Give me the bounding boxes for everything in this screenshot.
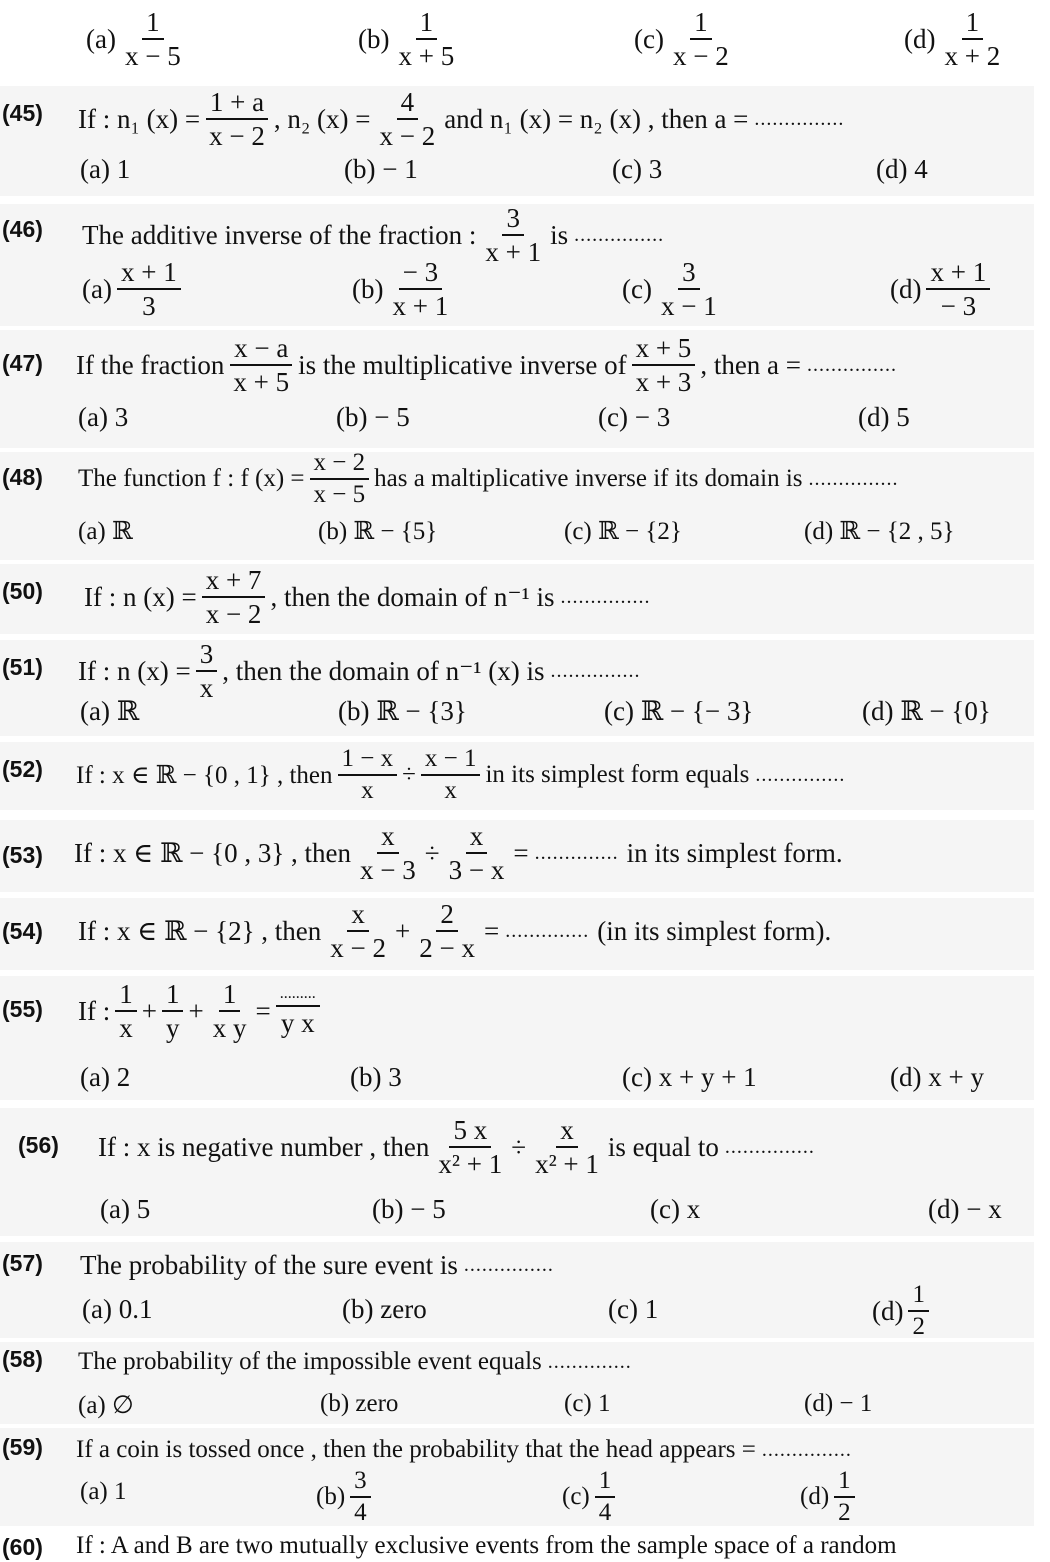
equals-sign: =: [484, 915, 500, 946]
answer-blank[interactable]: ..............: [547, 1350, 632, 1373]
plus-sign: +: [395, 915, 411, 946]
question-number: (55): [2, 996, 43, 1022]
q57-stem: [80, 1250, 554, 1281]
q53-frac1-den: x − 3: [360, 855, 416, 886]
q56-option-c[interactable]: (c) x: [650, 1194, 701, 1224]
q45-frac1-num: 1 + a: [206, 88, 268, 120]
q51-frac-den: x: [199, 673, 214, 704]
q45-frac2-num: 4: [397, 88, 419, 120]
q47-frac1-num: x − a: [230, 334, 292, 366]
q46-a-num: x + 1: [117, 258, 181, 290]
q46-a-den: 3: [142, 291, 156, 322]
q57-d-num: 1: [908, 1282, 929, 1312]
q58-option-b[interactable]: (b) zero: [320, 1390, 399, 1417]
q56-text-1: If : x is negative number , then: [98, 1131, 430, 1162]
q58-text-1: The probability of the impossible event equals: [78, 1348, 542, 1375]
question-number: (52): [2, 756, 43, 782]
q47-option-c[interactable]: (c) − 3: [598, 402, 671, 432]
q54-stem: [78, 900, 831, 963]
q51-text-2: , then the domain of n⁻¹ (x) is: [222, 655, 545, 686]
q50-text-2: , then the domain of n⁻¹ is: [270, 581, 555, 612]
q51-option-c[interactable]: (c) ℝ − {− 3}: [604, 696, 754, 726]
question-number: (45): [2, 100, 43, 126]
question-number: (54): [2, 918, 43, 944]
q46-option-c[interactable]: [622, 258, 726, 321]
equals-sign: =: [513, 837, 529, 868]
q44-d-den: x + 2: [944, 41, 1001, 72]
answer-blank[interactable]: ...............: [807, 353, 898, 376]
q52-text-2: in its simplest form equals: [485, 761, 750, 789]
q44-option-a[interactable]: [86, 8, 190, 71]
question-number: (58): [2, 1346, 43, 1372]
answer-blank[interactable]: ...............: [754, 107, 845, 130]
q46-d-den: − 3: [940, 291, 977, 322]
q44-a-label: (a): [86, 23, 116, 54]
q56-option-b[interactable]: (b) − 5: [372, 1194, 446, 1224]
answer-blank[interactable]: ...............: [574, 223, 665, 246]
question-number: (57): [2, 1250, 43, 1276]
plus-sign: +: [188, 995, 204, 1026]
q54-frac1-den: x − 2: [330, 933, 387, 964]
q60-text-1: If : A and B are two mutually exclusive events from the sample space of a random: [76, 1532, 897, 1559]
q59-stem: [76, 1436, 852, 1464]
q46-b-num: − 3: [399, 258, 442, 290]
q51-option-b[interactable]: (b) ℝ − {3}: [338, 696, 467, 726]
divide-sign: ÷: [402, 761, 416, 789]
q48-frac-num: x − 2: [310, 450, 370, 480]
q46-frac-den: x + 1: [485, 237, 542, 268]
q48-option-c[interactable]: (c) ℝ − {2}: [564, 518, 682, 545]
q53-text-1: If : x ∈ ℝ − {0 , 3} , then: [74, 837, 352, 868]
q54-frac2-den: 2 − x: [419, 933, 475, 964]
answer-blank[interactable]: ..............: [534, 841, 619, 864]
question-number: (51): [2, 654, 43, 680]
q47-option-a[interactable]: (a) 3: [78, 402, 129, 432]
q46-d-label: (d): [890, 273, 922, 304]
q57-option-c[interactable]: (c) 1: [608, 1294, 659, 1324]
q46-c-num: 3: [678, 258, 700, 290]
q55-frac2-den: y: [165, 1013, 180, 1044]
q53-text-2: in its simplest form.: [626, 837, 843, 868]
q59-d-label: (d): [800, 1483, 830, 1511]
question-number: (46): [2, 216, 43, 242]
q46-frac-num: 3: [502, 204, 524, 236]
q50-text-1: If : n (x) =: [84, 581, 197, 612]
answer-blank[interactable]: ...............: [761, 1438, 852, 1461]
q45-text-2: , n₂ (x) =: [273, 103, 371, 134]
q45-option-c[interactable]: (c) 3: [612, 154, 663, 184]
q45-option-d[interactable]: (d) 4: [876, 154, 928, 184]
q52-text-1: If : x ∈ ℝ − {0 , 1} , then: [76, 762, 333, 790]
question-number: (53): [2, 842, 43, 868]
q44-c-label: (c): [634, 23, 664, 54]
q44-d-num: 1: [962, 8, 984, 40]
q50-stem: [84, 566, 651, 629]
q55-frac1-den: x: [119, 1013, 133, 1044]
q57-option-a[interactable]: (a) 0.1: [82, 1294, 153, 1324]
q47-option-b[interactable]: (b) − 5: [336, 402, 410, 432]
q59-c-label: (c): [562, 1483, 590, 1511]
q56-frac2-num: x: [556, 1116, 578, 1148]
q46-text-2: is: [550, 219, 569, 250]
q50-frac-num: x + 7: [202, 566, 266, 598]
q55-frac2-num: 1: [162, 980, 184, 1012]
q57-option-b[interactable]: (b) zero: [342, 1294, 427, 1324]
q46-c-den: x − 1: [660, 291, 717, 322]
q44-a-den: x − 5: [124, 41, 181, 72]
q46-b-label: (b): [352, 273, 384, 304]
q59-b-label: (b): [316, 1483, 346, 1511]
q55-frac3-num: 1: [219, 980, 241, 1012]
answer-blank[interactable]: .........: [276, 986, 320, 1007]
answer-blank[interactable]: ...............: [560, 585, 651, 608]
q52-stem: [76, 746, 845, 805]
q46-b-den: x + 1: [392, 291, 449, 322]
q44-b-den: x + 5: [398, 41, 455, 72]
q59-d-num: 1: [834, 1468, 855, 1498]
q44-a-num: 1: [142, 8, 164, 40]
q48-option-b[interactable]: (b) ℝ − {5}: [318, 518, 438, 545]
q55-option-a[interactable]: (a) 2: [80, 1062, 131, 1092]
q53-frac2-num: x: [466, 822, 488, 854]
q58-stem: [78, 1348, 632, 1376]
answer-blank[interactable]: ...............: [755, 763, 846, 786]
answer-blank[interactable]: ..............: [505, 919, 590, 942]
q45-option-b[interactable]: (b) − 1: [344, 154, 418, 184]
answer-blank[interactable]: ...............: [550, 659, 641, 682]
answer-blank[interactable]: ...............: [463, 1254, 554, 1276]
q46-option-b[interactable]: [352, 258, 457, 321]
q44-b-label: (b): [358, 23, 390, 54]
q59-d-den: 2: [838, 1499, 851, 1527]
q47-stem: [76, 334, 897, 397]
q57-d-label: (d): [872, 1295, 904, 1326]
q51-stem: [78, 640, 641, 703]
q44-option-b[interactable]: [358, 8, 463, 71]
q47-option-d[interactable]: (d) 5: [858, 402, 910, 432]
q47-frac2-den: x + 3: [635, 367, 692, 398]
q48-text-2: has a maltiplicative inverse if its domain is: [374, 465, 803, 493]
q46-c-label: (c): [622, 273, 652, 304]
q44-c-den: x − 2: [672, 41, 729, 72]
q51-frac-num: 3: [196, 640, 218, 672]
divide-sign: ÷: [424, 837, 440, 868]
q55-option-d[interactable]: (d) x + y: [890, 1062, 984, 1092]
q55-frac4-den: y x: [280, 1007, 315, 1038]
q54-frac1-num: x: [347, 900, 369, 932]
question-number: (56): [18, 1132, 59, 1158]
q59-option-b[interactable]: [316, 1468, 376, 1527]
q48-text-1: The function f : f (x) =: [78, 465, 305, 493]
q56-text-2: is equal to: [607, 1131, 719, 1162]
q56-stem: [98, 1116, 815, 1179]
q45-stem: [78, 88, 844, 151]
q46-option-a[interactable]: [82, 258, 186, 321]
q54-text-1: If : x ∈ ℝ − {2} , then: [78, 915, 322, 946]
equals-sign: =: [255, 995, 271, 1026]
q48-stem: [78, 450, 899, 509]
q54-frac2-num: 2: [436, 900, 458, 932]
question-number: (50): [2, 578, 43, 604]
q58-option-d[interactable]: (d) − 1: [804, 1390, 873, 1417]
q55-option-b[interactable]: (b) 3: [350, 1062, 402, 1092]
q45-frac2-den: x − 2: [379, 121, 436, 152]
q56-frac2-den: x² + 1: [535, 1149, 599, 1180]
q58-option-a[interactable]: (a) ∅: [78, 1392, 134, 1419]
q53-stem: [74, 822, 843, 885]
q59-b-num: 3: [350, 1468, 371, 1498]
q50-frac-den: x − 2: [205, 599, 262, 630]
q46-a-label: (a): [82, 273, 112, 304]
question-number: (60): [2, 1534, 43, 1560]
q44-option-c[interactable]: [634, 8, 738, 71]
q45-text-1: If : n₁ (x) =: [78, 103, 201, 134]
q47-text-2: is the multiplicative inverse of: [298, 349, 627, 380]
q45-frac1-den: x − 2: [209, 121, 265, 152]
q56-option-a[interactable]: (a) 5: [100, 1194, 151, 1224]
q46-text-1: The additive inverse of the fraction :: [82, 219, 477, 250]
q47-frac2-num: x + 5: [632, 334, 696, 366]
q46-option-d[interactable]: [890, 258, 995, 321]
q56-option-d[interactable]: (d) − x: [928, 1194, 1002, 1224]
answer-blank[interactable]: ...............: [808, 467, 899, 490]
q55-stem: [78, 980, 325, 1043]
q44-option-d[interactable]: [904, 8, 1009, 71]
q48-option-a[interactable]: (a) ℝ: [78, 518, 133, 545]
q59-c-den: 4: [598, 1499, 612, 1527]
q59-b-den: 4: [354, 1499, 367, 1527]
q55-text-1: If :: [78, 995, 111, 1026]
plus-sign: +: [141, 995, 157, 1026]
q51-text-1: If : n (x) =: [78, 655, 191, 686]
q52-frac2-den: x: [444, 777, 457, 805]
q59-text-1: If a coin is tossed once , then the probability that the head appears =: [76, 1436, 756, 1463]
q57-text-1: The probability of the sure event is: [80, 1250, 458, 1280]
q58-option-c[interactable]: (c) 1: [564, 1390, 611, 1417]
q55-frac3-den: x y: [212, 1013, 247, 1044]
q47-text-3: , then a =: [700, 349, 802, 380]
question-number: (59): [2, 1434, 43, 1460]
q54-text-2: (in its simplest form).: [597, 915, 832, 946]
q51-option-a[interactable]: (a) ℝ: [80, 696, 140, 726]
q53-frac2-den: 3 − x: [448, 855, 505, 886]
q44-c-num: 1: [690, 8, 712, 40]
q45-option-a[interactable]: (a) 1: [80, 154, 131, 184]
q55-frac1-num: 1: [115, 980, 137, 1012]
q48-option-d[interactable]: (d) ℝ − {2 , 5}: [804, 518, 955, 545]
q44-b-num: 1: [416, 8, 438, 40]
q48-frac-den: x − 5: [313, 481, 366, 509]
q57-d-den: 2: [912, 1313, 925, 1341]
q56-frac1-den: x² + 1: [438, 1149, 503, 1180]
question-number: (48): [2, 464, 43, 490]
answer-blank[interactable]: ...............: [724, 1135, 815, 1158]
q59-option-c[interactable]: [562, 1468, 620, 1527]
q52-frac2-num: x − 1: [421, 746, 481, 776]
q52-frac1-den: x: [361, 777, 374, 805]
q56-frac1-num: 5 x: [449, 1116, 491, 1148]
q45-text-3: and n₁ (x) = n₂ (x) , then a =: [444, 103, 749, 134]
q59-option-a[interactable]: (a) 1: [80, 1478, 127, 1505]
q60-stem: [76, 1532, 897, 1560]
q46-d-num: x + 1: [926, 258, 990, 290]
q59-option-d[interactable]: [800, 1468, 860, 1527]
q59-c-num: 1: [595, 1468, 616, 1498]
q44-d-label: (d): [904, 23, 936, 54]
q52-frac1-num: 1 − x: [338, 746, 398, 776]
question-number: (47): [2, 350, 43, 376]
q53-frac1-num: x: [377, 822, 399, 854]
q47-text-1: If the fraction: [76, 349, 225, 380]
q57-option-d[interactable]: [872, 1282, 934, 1341]
divide-sign: ÷: [511, 1131, 527, 1162]
q47-frac1-den: x + 5: [233, 367, 290, 398]
q51-option-d[interactable]: (d) ℝ − {0}: [862, 696, 991, 726]
q55-option-c[interactable]: (c) x + y + 1: [622, 1062, 757, 1092]
